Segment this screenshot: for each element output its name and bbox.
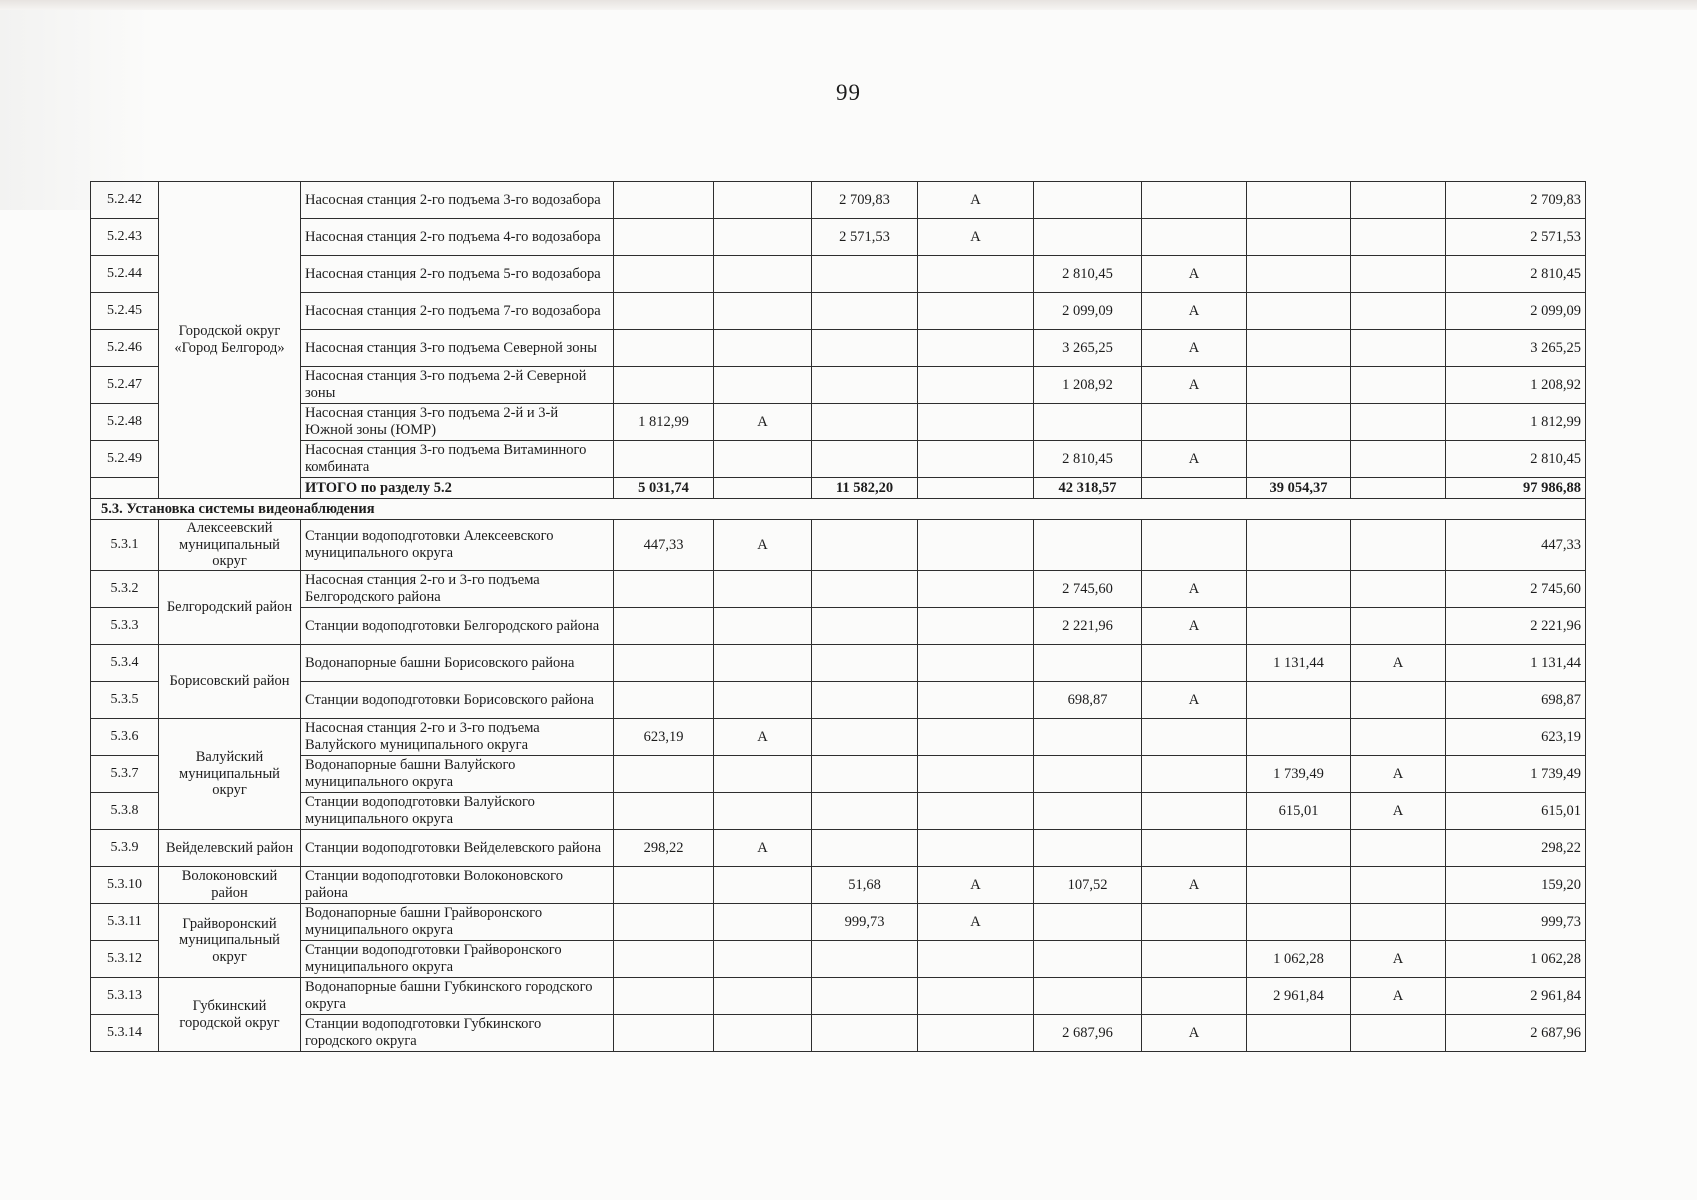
category-cell	[1351, 867, 1446, 904]
value-cell	[1034, 404, 1142, 441]
value-cell	[1034, 520, 1142, 571]
value-cell	[812, 520, 918, 571]
row-number: 5.3.14	[91, 1015, 159, 1052]
value-cell	[614, 219, 714, 256]
category-cell: А	[1142, 682, 1247, 719]
category-cell	[918, 830, 1034, 867]
table-row	[91, 941, 1586, 978]
value-cell: 2 810,45	[1034, 441, 1142, 478]
value-cell	[1247, 571, 1351, 608]
category-cell	[1351, 904, 1446, 941]
category-cell	[714, 978, 812, 1015]
value-cell	[614, 941, 714, 978]
category-cell: А	[1142, 1015, 1247, 1052]
value-cell	[1247, 330, 1351, 367]
category-cell	[714, 904, 812, 941]
value-cell	[1034, 719, 1142, 756]
value-cell: 2 709,83	[812, 182, 918, 219]
value-cell	[614, 978, 714, 1015]
value-cell	[614, 793, 714, 830]
value-cell	[614, 367, 714, 404]
table-row	[91, 182, 1586, 219]
value-cell	[812, 608, 918, 645]
category-cell	[714, 256, 812, 293]
category-cell	[1142, 478, 1247, 499]
value-cell	[1247, 182, 1351, 219]
category-cell	[918, 520, 1034, 571]
value-cell	[1034, 182, 1142, 219]
category-cell: А	[1142, 256, 1247, 293]
value-cell	[614, 330, 714, 367]
table-row	[91, 404, 1586, 441]
value-cell	[1247, 682, 1351, 719]
category-cell	[918, 978, 1034, 1015]
category-cell	[714, 293, 812, 330]
category-cell	[1351, 608, 1446, 645]
category-cell	[1351, 441, 1446, 478]
value-cell: 2 810,45	[1034, 256, 1142, 293]
category-cell	[714, 608, 812, 645]
row-number: 5.3.10	[91, 867, 159, 904]
row-number: 5.2.49	[91, 441, 159, 478]
value-cell	[614, 904, 714, 941]
table-row	[91, 978, 1586, 1015]
value-cell: 447,33	[614, 520, 714, 571]
category-cell	[714, 756, 812, 793]
category-cell	[1142, 904, 1247, 941]
value-cell	[614, 441, 714, 478]
table-row	[91, 904, 1586, 941]
row-number: 5.3.12	[91, 941, 159, 978]
table-row	[91, 219, 1586, 256]
value-cell	[812, 682, 918, 719]
value-cell	[614, 756, 714, 793]
category-cell	[918, 293, 1034, 330]
value-cell	[1034, 904, 1142, 941]
total-cell: 2 099,09	[1446, 293, 1586, 330]
row-number	[91, 478, 159, 499]
object-name: Насосная станция 3-го подъема 2-й Северной зоны	[301, 367, 614, 404]
row-number: 5.2.43	[91, 219, 159, 256]
category-cell	[1351, 520, 1446, 571]
object-name: Станции водоподготовки Алексеевского муниципального округа	[301, 520, 614, 571]
value-cell	[1247, 404, 1351, 441]
district-cell: Городской округ «Город Белгород»	[159, 182, 301, 499]
object-name: Станции водоподготовки Белгородского района	[301, 608, 614, 645]
value-cell	[1247, 867, 1351, 904]
category-cell: А	[714, 830, 812, 867]
value-cell: 107,52	[1034, 867, 1142, 904]
table-row	[91, 1015, 1586, 1052]
category-cell	[1351, 1015, 1446, 1052]
value-cell	[812, 330, 918, 367]
total-cell: 1 131,44	[1446, 645, 1586, 682]
row-number: 5.3.9	[91, 830, 159, 867]
district-cell: Губкинский городской округ	[159, 978, 301, 1052]
value-cell	[812, 830, 918, 867]
value-cell	[812, 404, 918, 441]
row-number: 5.2.47	[91, 367, 159, 404]
value-cell	[614, 182, 714, 219]
category-cell	[1351, 682, 1446, 719]
object-name: Водонапорные башни Борисовского района	[301, 645, 614, 682]
section-title: 5.3. Установка системы видеонаблюдения	[91, 499, 1586, 520]
value-cell: 2 221,96	[1034, 608, 1142, 645]
object-name: Водонапорные башни Грайворонского муниципального округа	[301, 904, 614, 941]
value-cell	[1247, 830, 1351, 867]
category-cell: А	[918, 904, 1034, 941]
category-cell	[918, 1015, 1034, 1052]
value-cell	[812, 571, 918, 608]
value-cell	[614, 682, 714, 719]
category-cell: А	[918, 182, 1034, 219]
object-name: Насосная станция 2-го подъема 7-го водозабора	[301, 293, 614, 330]
row-number: 5.3.5	[91, 682, 159, 719]
table-row	[91, 867, 1586, 904]
table-row	[91, 756, 1586, 793]
value-cell	[1034, 645, 1142, 682]
total-cell: 2 810,45	[1446, 441, 1586, 478]
value-cell	[614, 1015, 714, 1052]
total-cell: 999,73	[1446, 904, 1586, 941]
value-cell	[1247, 441, 1351, 478]
category-cell: А	[1142, 367, 1247, 404]
row-number: 5.2.42	[91, 182, 159, 219]
district-cell: Валуйский муниципальный округ	[159, 719, 301, 830]
value-cell: 1 131,44	[1247, 645, 1351, 682]
subtotal-label: ИТОГО по разделу 5.2	[301, 478, 614, 499]
total-cell: 2 221,96	[1446, 608, 1586, 645]
category-cell: А	[1351, 793, 1446, 830]
total-cell: 2 687,96	[1446, 1015, 1586, 1052]
value-cell: 615,01	[1247, 793, 1351, 830]
category-cell: А	[1142, 608, 1247, 645]
scan-edge	[0, 0, 1697, 10]
object-name: Насосная станция 3-го подъема 2-й и 3-й Южной зоны (ЮМР)	[301, 404, 614, 441]
value-cell	[1034, 793, 1142, 830]
category-cell	[1142, 978, 1247, 1015]
row-number: 5.3.4	[91, 645, 159, 682]
value-cell: 2 571,53	[812, 219, 918, 256]
category-cell	[1142, 830, 1247, 867]
category-cell	[1351, 256, 1446, 293]
category-cell	[714, 182, 812, 219]
category-cell	[918, 367, 1034, 404]
object-name: Насосная станция 2-го и 3-го подъема Валуйского муниципального округа	[301, 719, 614, 756]
category-cell	[918, 330, 1034, 367]
total-cell: 698,87	[1446, 682, 1586, 719]
category-cell	[714, 1015, 812, 1052]
total-cell: 1 812,99	[1446, 404, 1586, 441]
row-number: 5.3.7	[91, 756, 159, 793]
object-name: Насосная станция 2-го подъема 3-го водозабора	[301, 182, 614, 219]
value-cell: 2 961,84	[1247, 978, 1351, 1015]
total-cell: 2 810,45	[1446, 256, 1586, 293]
category-cell	[1351, 293, 1446, 330]
value-cell	[614, 608, 714, 645]
value-cell	[1247, 520, 1351, 571]
category-cell: А	[1142, 293, 1247, 330]
category-cell	[714, 330, 812, 367]
row-number: 5.2.48	[91, 404, 159, 441]
district-cell: Волоконовский район	[159, 867, 301, 904]
category-cell	[714, 793, 812, 830]
value-cell	[812, 793, 918, 830]
value-cell	[812, 756, 918, 793]
value-cell	[1247, 293, 1351, 330]
category-cell	[918, 404, 1034, 441]
object-name: Насосная станция 2-го и 3-го подъема Белгородского района	[301, 571, 614, 608]
object-name: Станции водоподготовки Валуйского муниципального округа	[301, 793, 614, 830]
category-cell	[1142, 719, 1247, 756]
table-row	[91, 367, 1586, 404]
category-cell: А	[1351, 756, 1446, 793]
value-cell: 698,87	[1034, 682, 1142, 719]
total-cell: 2 709,83	[1446, 182, 1586, 219]
value-cell	[812, 941, 918, 978]
category-cell	[1142, 404, 1247, 441]
total-cell: 1 739,49	[1446, 756, 1586, 793]
table-row	[91, 645, 1586, 682]
row-number: 5.3.3	[91, 608, 159, 645]
table-row	[91, 682, 1586, 719]
total-cell: 159,20	[1446, 867, 1586, 904]
category-cell	[918, 682, 1034, 719]
object-name: Станции водоподготовки Борисовского района	[301, 682, 614, 719]
category-cell	[1142, 793, 1247, 830]
total-cell: 2 961,84	[1446, 978, 1586, 1015]
category-cell	[1351, 719, 1446, 756]
row-number: 5.2.46	[91, 330, 159, 367]
table-row	[91, 330, 1586, 367]
value-cell: 2 745,60	[1034, 571, 1142, 608]
category-cell	[918, 441, 1034, 478]
value-cell: 1 739,49	[1247, 756, 1351, 793]
category-cell	[714, 682, 812, 719]
table-row	[91, 793, 1586, 830]
row-number: 5.3.13	[91, 978, 159, 1015]
row-number: 5.3.6	[91, 719, 159, 756]
value-cell	[614, 293, 714, 330]
value-cell: 39 054,37	[1247, 478, 1351, 499]
category-cell: А	[1351, 978, 1446, 1015]
category-cell: А	[1142, 441, 1247, 478]
value-cell	[1034, 941, 1142, 978]
total-cell: 2 571,53	[1446, 219, 1586, 256]
table-row	[91, 830, 1586, 867]
total-cell: 2 745,60	[1446, 571, 1586, 608]
total-cell: 1 062,28	[1446, 941, 1586, 978]
section-header-row	[91, 499, 1586, 520]
table-row	[91, 293, 1586, 330]
category-cell: А	[1351, 941, 1446, 978]
value-cell	[1247, 719, 1351, 756]
table-row	[91, 256, 1586, 293]
category-cell	[1351, 571, 1446, 608]
object-name: Водонапорные башни Губкинского городского округа	[301, 978, 614, 1015]
category-cell: А	[1142, 867, 1247, 904]
value-cell	[614, 867, 714, 904]
category-cell: А	[714, 719, 812, 756]
row-number: 5.3.2	[91, 571, 159, 608]
category-cell	[1142, 941, 1247, 978]
category-cell	[1351, 330, 1446, 367]
category-cell	[918, 719, 1034, 756]
value-cell	[1247, 219, 1351, 256]
value-cell: 11 582,20	[812, 478, 918, 499]
value-cell	[1247, 256, 1351, 293]
category-cell	[1142, 182, 1247, 219]
district-cell: Борисовский район	[159, 645, 301, 719]
row-number: 5.3.8	[91, 793, 159, 830]
category-cell: А	[714, 404, 812, 441]
total-cell: 447,33	[1446, 520, 1586, 571]
category-cell	[1351, 404, 1446, 441]
category-cell	[714, 941, 812, 978]
category-cell	[918, 478, 1034, 499]
category-cell	[918, 608, 1034, 645]
value-cell	[812, 719, 918, 756]
value-cell: 51,68	[812, 867, 918, 904]
value-cell	[1247, 608, 1351, 645]
category-cell	[1351, 367, 1446, 404]
category-cell: А	[1142, 571, 1247, 608]
category-cell	[714, 571, 812, 608]
table-row	[91, 608, 1586, 645]
category-cell: А	[714, 520, 812, 571]
category-cell	[1351, 182, 1446, 219]
row-number: 5.3.11	[91, 904, 159, 941]
category-cell	[1142, 219, 1247, 256]
scan-shade	[0, 10, 150, 210]
value-cell	[812, 978, 918, 1015]
object-name: Станции водоподготовки Губкинского городского округа	[301, 1015, 614, 1052]
category-cell	[918, 793, 1034, 830]
total-cell: 298,22	[1446, 830, 1586, 867]
category-cell	[714, 645, 812, 682]
district-cell: Алексеевский муниципальный округ	[159, 520, 301, 571]
table-row	[91, 520, 1586, 571]
total-cell: 3 265,25	[1446, 330, 1586, 367]
category-cell	[1351, 830, 1446, 867]
value-cell	[1247, 1015, 1351, 1052]
value-cell	[614, 571, 714, 608]
category-cell	[918, 756, 1034, 793]
category-cell: А	[1351, 645, 1446, 682]
value-cell: 42 318,57	[1034, 478, 1142, 499]
category-cell	[1142, 645, 1247, 682]
value-cell	[1034, 830, 1142, 867]
district-cell: Вейделевский район	[159, 830, 301, 867]
value-cell: 1 812,99	[614, 404, 714, 441]
value-cell	[1034, 978, 1142, 1015]
category-cell: А	[918, 219, 1034, 256]
investment-table	[90, 181, 1586, 1052]
value-cell	[812, 256, 918, 293]
district-cell: Грайворонский муниципальный округ	[159, 904, 301, 978]
category-cell	[714, 441, 812, 478]
row-number: 5.2.45	[91, 293, 159, 330]
value-cell: 298,22	[614, 830, 714, 867]
page-number: 99	[836, 80, 861, 105]
category-cell	[714, 478, 812, 499]
object-name: Насосная станция 3-го подъема Витаминного комбината	[301, 441, 614, 478]
subtotal-row	[91, 478, 1586, 499]
total-cell: 615,01	[1446, 793, 1586, 830]
category-cell	[918, 941, 1034, 978]
value-cell	[812, 293, 918, 330]
district-cell: Белгородский район	[159, 571, 301, 645]
value-cell: 3 265,25	[1034, 330, 1142, 367]
category-cell	[918, 256, 1034, 293]
table-row	[91, 571, 1586, 608]
value-cell	[812, 441, 918, 478]
value-cell	[1247, 904, 1351, 941]
category-cell	[918, 645, 1034, 682]
category-cell	[918, 571, 1034, 608]
value-cell: 2 099,09	[1034, 293, 1142, 330]
value-cell: 623,19	[614, 719, 714, 756]
table-row	[91, 441, 1586, 478]
value-cell: 1 062,28	[1247, 941, 1351, 978]
value-cell	[1034, 219, 1142, 256]
value-cell	[812, 367, 918, 404]
total-cell: 1 208,92	[1446, 367, 1586, 404]
value-cell: 999,73	[812, 904, 918, 941]
value-cell: 5 031,74	[614, 478, 714, 499]
object-name: Станции водоподготовки Грайворонского муниципального округа	[301, 941, 614, 978]
table-row	[91, 719, 1586, 756]
total-cell: 97 986,88	[1446, 478, 1586, 499]
category-cell: А	[918, 867, 1034, 904]
value-cell: 2 687,96	[1034, 1015, 1142, 1052]
value-cell	[614, 645, 714, 682]
row-number: 5.2.44	[91, 256, 159, 293]
value-cell	[812, 1015, 918, 1052]
category-cell	[714, 367, 812, 404]
row-number: 5.3.1	[91, 520, 159, 571]
total-cell: 623,19	[1446, 719, 1586, 756]
category-cell	[1351, 219, 1446, 256]
category-cell	[1351, 478, 1446, 499]
value-cell	[1034, 756, 1142, 793]
object-name: Насосная станция 3-го подъема Северной зоны	[301, 330, 614, 367]
object-name: Станции водоподготовки Волоконовского района	[301, 867, 614, 904]
object-name: Станции водоподготовки Вейделевского района	[301, 830, 614, 867]
value-cell: 1 208,92	[1034, 367, 1142, 404]
object-name: Насосная станция 2-го подъема 5-го водозабора	[301, 256, 614, 293]
table-body	[91, 182, 1586, 1052]
category-cell	[714, 867, 812, 904]
object-name: Насосная станция 2-го подъема 4-го водозабора	[301, 219, 614, 256]
object-name: Водонапорные башни Валуйского муниципального округа	[301, 756, 614, 793]
category-cell	[1142, 520, 1247, 571]
value-cell	[812, 645, 918, 682]
category-cell	[714, 219, 812, 256]
value-cell	[614, 256, 714, 293]
category-cell	[1142, 756, 1247, 793]
category-cell: А	[1142, 330, 1247, 367]
value-cell	[1247, 367, 1351, 404]
